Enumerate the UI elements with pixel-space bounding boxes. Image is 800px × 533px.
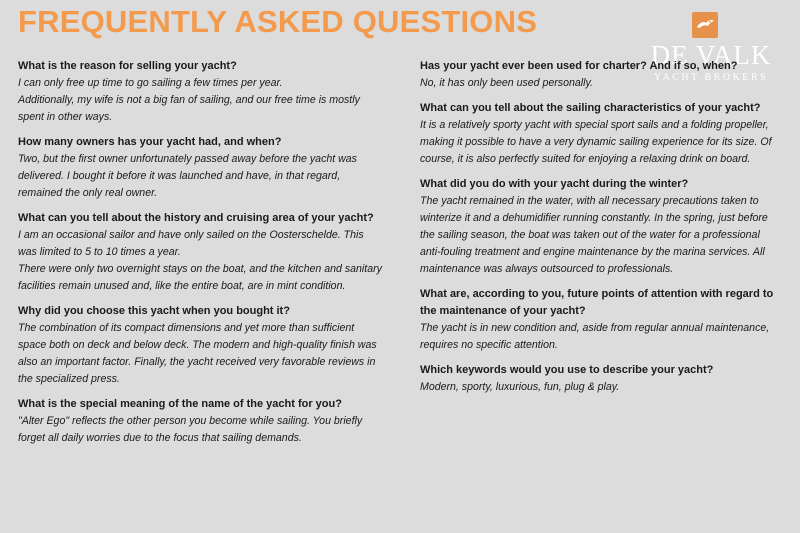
faq-question: What can you tell about the history and cruising area of your yacht? [18,212,374,224]
faq-item [18,210,384,295]
logo-name: DE VALK [650,40,772,70]
faq-answer: I am an occasional sailor and have only sailed on the Oosterschelde. This was limited to 5 to 10 times a year. There were only two overnight stays on the boat, and the kitchen and sanitary facilities remain unused and, like the entire boat, are in mint condition. [18,229,382,292]
faq-answer: I can only free up time to go sailing a few times per year. Additionally, my wife is not a big fan of sailing, and our free time is mostly spent in other ways. [18,77,360,123]
faq-question: What is the reason for selling your yacht? [18,60,237,72]
faq-question: What did you do with your yacht during the winter? [420,178,689,190]
faq-question: Has your yacht ever been used for charter? And if so, when? [420,60,738,72]
faq-answer: The yacht is in new condition and, aside from regular annual maintenance, requires no specific attention. [420,322,770,351]
falcon-badge-icon [692,12,718,38]
faq-item [420,286,782,354]
faq-answer: It is a relatively sporty yacht with special sport sails and a folding propeller, making it possible to have a very dynamic sailing experience for its size. Of course, it is also perfectly suited for enjoying a relaxing drink on board. [420,119,772,165]
faq-question: How many owners has your yacht had, and when? [18,136,282,148]
faq-item [420,100,782,168]
faq-right-column [420,58,782,404]
faq-question: Why did you choose this yacht when you bought it? [18,305,290,317]
faq-question: What is the special meaning of the name of the yacht for you? [18,398,342,410]
logo-tagline: YACHT BROKERS [653,72,769,83]
faq-item [18,303,384,388]
faq-item [18,58,384,126]
faq-answer: Modern, sporty, luxurious, fun, plug & play. [420,381,620,393]
faq-answer: "Alter Ego" reflects the other person you become while sailing. You briefly forget all daily worries due to the focus that sailing demands. [18,415,363,444]
page-title: FREQUENTLY ASKED QUESTIONS [18,4,538,39]
faq-answer: Two, but the first owner unfortunately passed away before the yacht was delivered. I bought it before it was launched and have, in that regard, remained the only real owner. [18,153,357,199]
faq-item [420,58,782,92]
faq-question: What can you tell about the sailing characteristics of your yacht? [420,102,761,114]
faq-left-column [18,58,384,455]
faq-item [420,362,782,396]
faq-item [18,134,384,202]
faq-answer: The combination of its compact dimensions and yet more than sufficient space both on deck and below deck. The modern and high-quality finish was also an important factor. Finally, the yacht received very favorable reviews in the specialized press. [18,322,377,385]
faq-item [18,396,384,447]
faq-answer: No, it has only been used personally. [420,77,593,89]
faq-question: What are, according to you, future points of attention with regard to the maintenance of your yacht? [420,288,774,317]
faq-answer: The yacht remained in the water, with all necessary precautions taken to winterize it and a dehumidifier running constantly. In the spring, just before the sailing season, the boat was taken out of the water for a professional anti-fouling treatment and engine maintenance by the marina services. All maintenance was always outsourced to professionals. [420,195,768,275]
faq-question: Which keywords would you use to describe your yacht? [420,364,714,376]
faq-item [420,176,782,278]
